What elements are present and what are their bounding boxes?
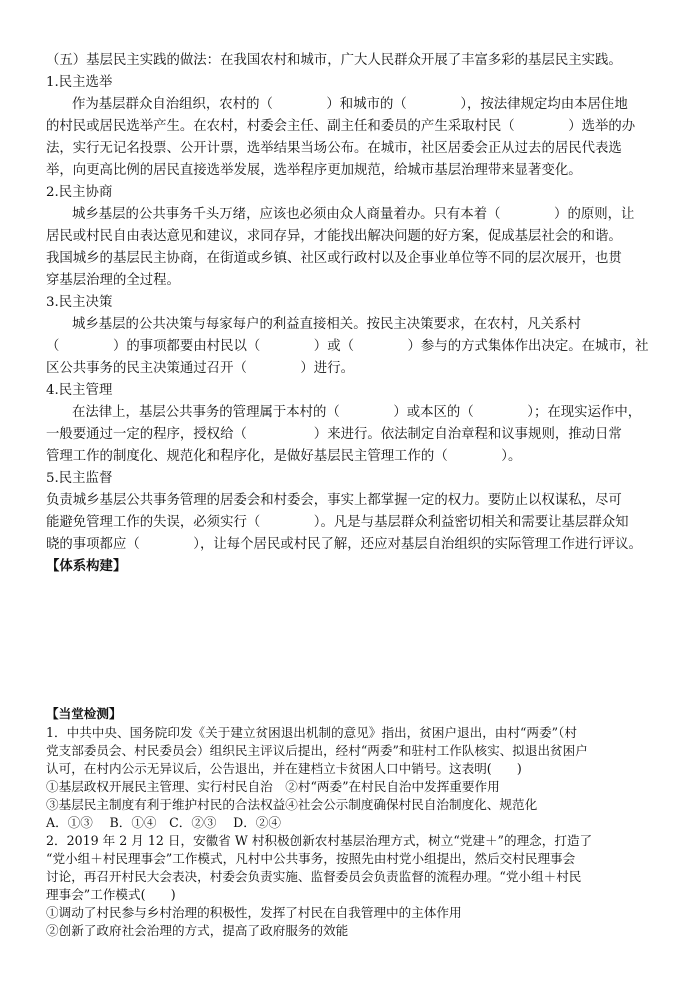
question-2-line-4: 理事会”工作模式( ) (46, 887, 176, 902)
management-line-1: 在法律上，基层公共事务的管理属于本村的（ ）或本区的（ ）；在现实运作中， (72, 405, 642, 420)
consultation-line-3: 我国城乡的基层民主协商，在街道或乡镇、社区或行政村以及企事业单位等不同的层次展开，也贯 (46, 251, 622, 266)
election-line-1: 作为基层群众自治组织，农村的（ ）和城市的（ ），按法律规定均由本居住地 (72, 97, 628, 112)
management-line-3: 管理工作的制度化、规范化和程序化，是做好基层民主管理工作的（ ）。 (46, 449, 522, 464)
subsection-title-supervision: 5.民主监督 (46, 471, 113, 486)
subsection-title-election: 1.民主选举 (46, 75, 113, 90)
election-line-4: 举，向更高比例的居民直接选举发展，选举程序更加规范，给城市基层治理带来显著变化。 (46, 163, 582, 178)
question-1-option-line-1: ①基层政权开展民主管理、实行村民自治 ②村“两委”在村民自治中发挥重要作用 (46, 779, 500, 794)
system-construction-title: 【体系构建】 (46, 558, 127, 574)
supervision-line-1: 负责城乡基层公共事务管理的居委会和村委会，事实上都掌握一定的权力。要防止以权谋私，尽可 (46, 493, 622, 508)
question-1-answer-choices: A．①③ B．①④ C．②③ D．②④ (46, 815, 281, 830)
consultation-line-2: 居民或村民自由表达意见和建议，求同存异，才能找出解决问题的好方案，促成基层社会的和谐。 (46, 229, 622, 244)
consultation-line-1: 城乡基层的公共事务千头万绪，应该也必须由众人商量着办。只有本着（ ）的原则，让 (72, 207, 635, 222)
supervision-line-2: 能避免管理工作的失误，必须实行（ ）。凡是与基层群众利益密切相关和需要让基层群众知 (46, 515, 629, 530)
election-line-2: 的村民或居民选举产生。在农村，村委会主任、副主任和委员的产生采取村民（ ）选举的办 (46, 119, 636, 134)
question-2-line-1: 2．2019 年 2 月 12 日，安徽省 W 村积极创新农村基层治理方式，树立“党建＋”的理念，打造了 (46, 833, 593, 848)
question-2-option-line-1: ①调动了村民参与乡村治理的积极性，发挥了村民在自我管理中的主体作用 (46, 905, 462, 920)
consultation-line-4: 穿基层治理的全过程。 (46, 273, 180, 288)
management-line-2: 一般要通过一定的程序，授权给（ ）来进行。依法制定自治章程和议事规则，推动日常 (46, 427, 622, 442)
question-2-line-3: 讨论，再召开村民大会表决，村委会负责实施、监督委员会负责监督的流程办理。“党小组＋村民 (46, 869, 582, 884)
question-2-option-line-2: ②创新了政府社会治理的方式，提高了政府服务的效能 (46, 923, 349, 938)
section-heading: （五）基层民主实践的做法：在我国农村和城市，广大人民群众开展了丰富多彩的基层民主实践。 (46, 53, 622, 68)
subsection-title-consultation: 2.民主协商 (46, 185, 113, 200)
question-1-line-2: 党支部委员会、村民委员会）组织民主评议后提出，经村“两委”和驻村工作队核实、拟退出贫困户 (46, 743, 588, 758)
subsection-title-decision: 3.民主决策 (46, 295, 113, 310)
question-1-line-3: 认可，在村内公示无异议后，公告退出，并在建档立卡贫困人口中销号。这表明( ) (46, 761, 522, 776)
question-2-line-2: “党小组＋村民理事会”工作模式，凡村中公共事务，按照先由村党小组提出，然后交村民理事会 (46, 851, 576, 866)
question-1-line-1: 1．中共中央、国务院印发《关于建立贫困退出机制的意见》指出，贫困户退出，由村“两委”（村 (46, 725, 577, 740)
in-class-test-title: 【当堂检测】 (46, 706, 122, 721)
question-1-option-line-2: ③基层民主制度有利于维护村民的合法权益④社会公示制度确保村民自治制度化、规范化 (46, 797, 538, 812)
subsection-title-management: 4.民主管理 (46, 383, 113, 398)
decision-line-3: 区公共事务的民主决策通过召开（ ）进行。 (46, 361, 354, 376)
decision-line-1: 城乡基层的公共决策与每家每户的利益直接相关。按民主决策要求，在农村，凡关系村 (72, 317, 581, 332)
election-line-3: 法，实行无记名投票、公开计票，选举结果当场公布。在城市，社区居委会正从过去的居民代表选 (46, 141, 622, 156)
decision-line-2: （ ）的事项都要由村民以（ ）或（ ）参与的方式集体作出决定。在城市，社 (46, 339, 649, 354)
supervision-line-3: 晓的事项都应（ ），让每个居民或村民了解，还应对基层自治组织的实际管理工作进行评议。 (46, 537, 642, 552)
